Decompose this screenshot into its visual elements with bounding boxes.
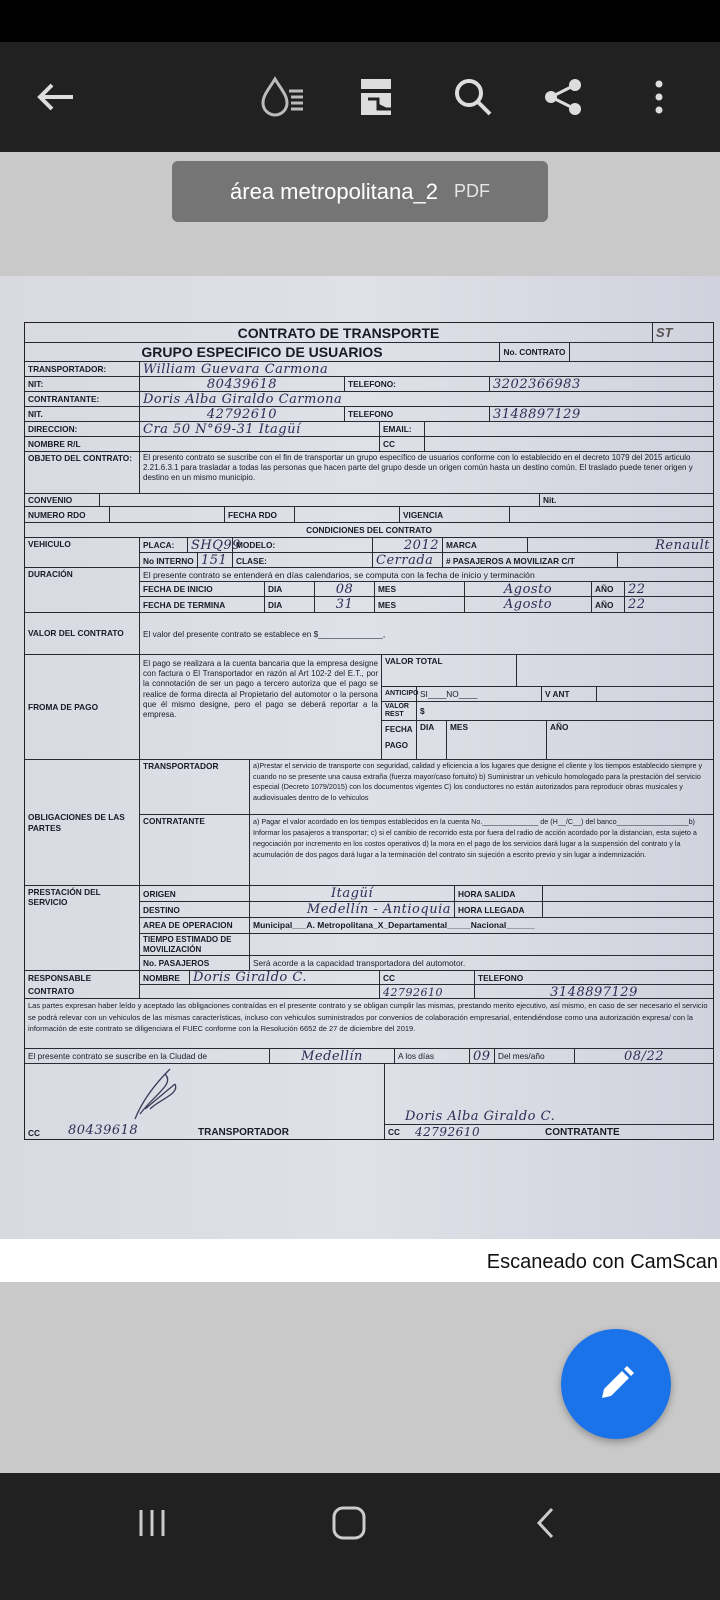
nit2-value: 42792610 (140, 407, 345, 421)
contract-number-value (570, 343, 713, 361)
pdf-page[interactable] (0, 276, 720, 1282)
label: NIT: (25, 377, 140, 391)
label: Nit. (543, 495, 557, 505)
label: FECHA DE TERMINA (140, 597, 265, 612)
page-layout-icon (359, 77, 393, 117)
responsable-telefono: 3148897129 (550, 984, 638, 1000)
label: PLACA: (140, 538, 188, 552)
contract-form (24, 322, 714, 1140)
telefono-value: 3202366983 (493, 376, 581, 392)
contract-number-label: No. CONTRATO (500, 343, 570, 361)
share-icon (543, 77, 583, 117)
cc-value (425, 437, 713, 451)
label: NOMBRE R/L (25, 437, 140, 451)
label: TELEFONO (478, 972, 524, 983)
file-name-chip (172, 161, 548, 222)
area-value: Municipal___A. Metropolitana_X_Departamental_____Nacional______ (253, 920, 535, 931)
label: CC (380, 437, 425, 451)
label: MARCA (443, 538, 528, 552)
inicio-dia: 08 (315, 582, 375, 596)
email-value (425, 422, 713, 436)
obligaciones-contratante: a) Pagar el valor acordado en los tiempos establecidos en la cuenta No.______________ de (H__/C__) del banco__________________b) Informar los pasajeros a transportar; c) si el cambio de recorrido esta por fuera del radio de acción acordado por la distancian, esta sujeto a negociación por incremento en los costos operativos d) la mora en el pago de los servicios dará lugar a la suspensión del contrato y la acumulación de dos pagos dará lugar a la terminación del contrato sin sujeción a escrito previo y sin lugar a indemnización. (253, 816, 697, 859)
ciudad-value: Medellín (270, 1049, 395, 1063)
clausula-text: Las partes expresan haber leído y aceptado las obligaciones contraídas en el presente contrato y se obligan cumplir las mismas, prestando merito ejecutivo, así mismo, en caso de ser necesario el servicio se podrá relevar con un vehiculos de las mismas características, incluso con vehiculos suministrados por convenios de colaboración empresarial, entendiéndose como una autorización expresa/ con la información de este contrato se diligenciara el FUEC conforme con la Resolución 6652 de 27 de diciembre del 2019. (28, 1001, 708, 1033)
home-button[interactable] (319, 1503, 379, 1543)
search-icon (453, 77, 493, 117)
label: ORIGEN (140, 886, 250, 901)
label: HORA SALIDA (455, 886, 543, 901)
fin-dia: 31 (315, 597, 375, 612)
label: DURACIÓN (25, 568, 140, 612)
label: DIA (265, 597, 315, 612)
anticipo-value: SI____NO____ (417, 687, 542, 701)
fin-anio: 22 (628, 597, 646, 612)
label: PRESTACIÓN DEL SERVICIO (25, 886, 140, 970)
label: VALOR TOTAL (382, 655, 517, 686)
label: MES (447, 721, 547, 759)
direccion-value: Cra 50 N°69-31 Itagüí (140, 422, 380, 436)
label: CC (388, 1127, 400, 1137)
back-arrow-icon (35, 82, 75, 112)
file-extension: PDF (453, 181, 490, 201)
reading-mode-button[interactable] (258, 72, 308, 122)
signature-icon (125, 1064, 195, 1124)
search-button[interactable] (448, 72, 498, 122)
label: ANTICIPO (382, 687, 417, 701)
label: AREA DE OPERACION (140, 918, 250, 933)
label: AÑO (592, 597, 625, 612)
page-layout-button[interactable] (351, 72, 401, 122)
responsable-cc: 42792610 (380, 985, 475, 999)
label: # PASAJEROS A MOVILIZAR C/T (443, 553, 618, 568)
label: FROMA DE PAGO (25, 655, 140, 759)
placa-value: SHQ99 (188, 538, 233, 552)
label: V ANT (542, 687, 597, 701)
label: TELEFONO (345, 407, 490, 421)
chevron-left-icon (534, 1506, 558, 1540)
label: NOMBRE (140, 971, 190, 984)
origen-value: Itagüí (250, 886, 455, 901)
label: TELEFONO: (345, 377, 490, 391)
label: CLASE: (233, 553, 373, 568)
rl-value (140, 437, 380, 451)
recent-apps-icon (137, 1508, 167, 1538)
label: VIGENCIA (400, 507, 510, 522)
label: OBLIGACIONES DE LAS PARTES (25, 760, 140, 885)
label: NUMERO RDO (25, 507, 110, 522)
label: DIA (417, 721, 447, 759)
label: CONTRATANTE (140, 815, 250, 885)
firma-contratante (385, 1064, 713, 1139)
marca-value: Renault (655, 537, 710, 553)
doc-title: CONTRATO DE TRANSPORTE (25, 323, 653, 342)
label: VALOR REST (382, 702, 417, 721)
label: MES (375, 582, 465, 596)
transportador-cc: 80439618 (68, 1123, 139, 1138)
label: NIT. (25, 407, 140, 421)
label: VALOR DEL CONTRATO (25, 613, 140, 654)
label: CONTRANTANTE: (25, 392, 140, 406)
clase-value: Cerrada (373, 553, 443, 568)
label: MES (375, 597, 465, 612)
label: MODELO: (233, 538, 373, 552)
reading-mode-icon (259, 75, 307, 119)
edit-button[interactable] (561, 1329, 671, 1439)
label: DIRECCION: (25, 422, 140, 436)
label: CONTRATANTE (545, 1126, 620, 1138)
label: No. PASAJEROS (140, 956, 250, 971)
label: DESTINO (140, 902, 250, 917)
transportador-value: William Guevara Carmona (143, 361, 329, 377)
interno-value: 151 (198, 553, 233, 568)
label: DIA (265, 582, 315, 596)
inicio-anio: 22 (628, 581, 646, 597)
label: RESPONSABLE CONTRATO (25, 971, 140, 998)
pasajeros-text: Será acorde a la capacidad transportadora del automotor. (253, 957, 466, 968)
section-heading: CONDICIONES DEL CONTRATO (306, 525, 432, 535)
objeto-text: El presento contrato se suscribe con el fin de transportar un grupo específico de usuarios conforme con lo establecido en el decreto 1079 del 2015 articulo 2.21.6.3.1 para trasladar a todas las personas que hacen parte del grupo desde un origen común hasta un destino común. El traslado puede tener origen y destino en un mismo municipio. (143, 453, 693, 483)
label: TRANSPORTADOR: (25, 362, 140, 376)
system-back-button[interactable] (516, 1503, 576, 1543)
share-button[interactable] (538, 72, 588, 122)
label: Del mes/año (495, 1049, 575, 1063)
firma-transportador (25, 1064, 385, 1139)
label: EMAIL: (380, 422, 425, 436)
dias-value: 09 (470, 1049, 495, 1063)
label: CC (380, 971, 475, 984)
nit-value: 80439618 (140, 377, 345, 391)
valor-text: El valor del presente contrato se establece en $______________, (143, 628, 386, 639)
label: A los días (395, 1049, 470, 1063)
label: HORA LLEGADA (455, 902, 543, 917)
telefono2-value: 3148897129 (493, 406, 581, 422)
home-icon (331, 1505, 367, 1541)
responsable-nombre: Doris Giraldo C. (190, 971, 380, 984)
label: VEHICULO (25, 538, 140, 567)
pencil-icon (596, 1364, 636, 1404)
label: TIEMPO ESTIMADO DE MOVILIZACIÓN (140, 934, 250, 955)
navigation-bar (0, 1473, 720, 1600)
contratante-value: Doris Alba Giraldo Carmona (143, 391, 343, 407)
label: El presente contrato se suscribe en la Ciudad de (25, 1049, 270, 1063)
back-button[interactable] (30, 72, 80, 122)
status-bar (0, 0, 720, 42)
valor-rest-value: $ (420, 705, 425, 716)
label: CC (28, 1128, 40, 1138)
toolbar (0, 42, 720, 152)
modelo-value: 2012 (373, 538, 443, 552)
file-name: área metropolitana_2 (230, 178, 438, 204)
label: FECHA PAGO (382, 721, 417, 759)
scanned-document (0, 276, 720, 1239)
label: TRANSPORTADOR (198, 1127, 289, 1138)
contratante-cc: 42792610 (415, 1125, 481, 1139)
label: CONVENIO (25, 494, 100, 506)
destino-value: Medellín - Antioquia (250, 902, 455, 917)
camscanner-watermark: Escaneado con CamScan (486, 1251, 718, 1273)
company-logo: ST (656, 325, 673, 340)
pago-text: El pago se realizara a la cuenta bancaria que la empresa designe con factura o El Transportador en razón al Art 102-2 del E.T., por la connotación de ser un pago a tercero autoriza que el pago se realice de forma directa al Propietario del automotor o la persona que él mismo designe, pero el pago se deberá reportar a la empresa. (140, 655, 382, 759)
inicio-mes: Agosto (465, 582, 592, 596)
label: TRANSPORTADOR (140, 760, 250, 814)
doc-subtitle: GRUPO ESPECIFICO DE USUARIOS (25, 343, 500, 361)
label: FECHA RDO (225, 507, 295, 522)
contratante-signature: Doris Alba Giraldo C. (405, 1109, 556, 1124)
fin-mes: Agosto (465, 597, 592, 612)
label: OBJETO DEL CONTRATO: (25, 452, 140, 493)
more-icon (654, 79, 664, 115)
label: No INTERNO (140, 553, 198, 568)
label: FECHA DE INICIO (140, 582, 265, 596)
mesanio-value: 08/22 (624, 1048, 664, 1064)
duracion-text: El presente contrato se entenderá en días calendarios, se computa con la fecha de inicio y terminación (143, 569, 535, 580)
label: AÑO (550, 722, 569, 733)
label: AÑO (592, 582, 625, 596)
recent-apps-button[interactable] (122, 1503, 182, 1543)
obligaciones-transportador: a)Prestar el servicio de transporte con seguridad, calidad y eficiencia a los lugares que designe el cliente y los tiempos establecido siempre y cuando no se presente una causa extraña (fuerza mayor/caso fortuito) b) Suministrar un vehiculo homologado para la prestación del servicio especial (Decreto 1079/2015) con los documentos vigentes C) los conductores no están autorizados para reproducir obras musicales y audiovisuales dentro de lo vehiculos (253, 761, 703, 802)
more-options-button[interactable] (634, 72, 684, 122)
